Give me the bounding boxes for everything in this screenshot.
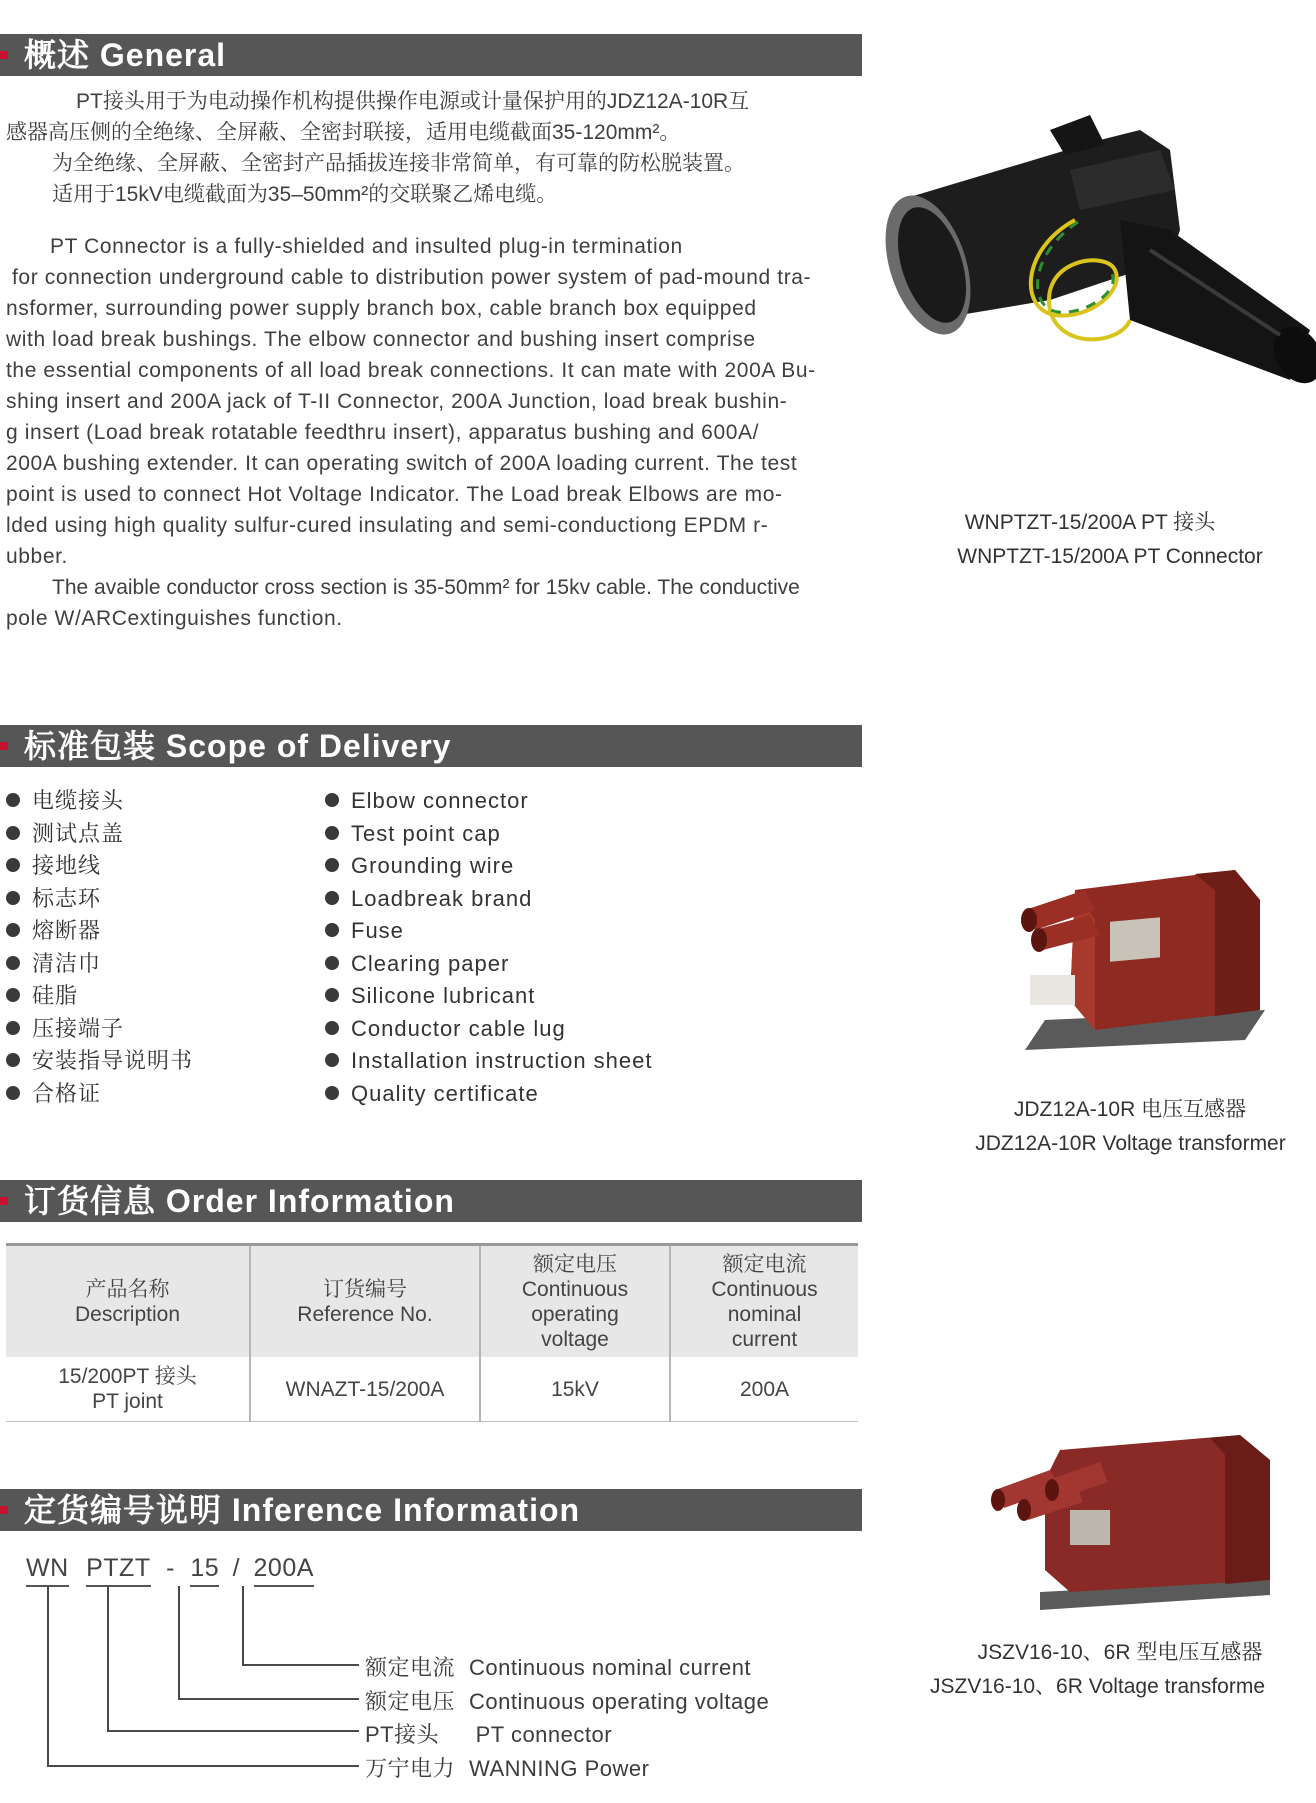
list-item: 安装指导说明书 xyxy=(6,1045,193,1078)
list-item: 压接端子 xyxy=(6,1013,193,1046)
connector-line xyxy=(242,1586,244,1665)
image-caption-cn: JSZV16-10、6R 型电压互感器 xyxy=(977,1641,1263,1664)
section-title: 订货信息 Order Information xyxy=(24,1183,455,1219)
connector-line xyxy=(107,1586,109,1731)
section-title: 概述 General xyxy=(24,37,227,73)
list-item: 合格证 xyxy=(6,1078,193,1111)
bullet-icon xyxy=(325,793,339,807)
text-line: with load break bushings. The elbow connector and bushing insert comprise xyxy=(6,328,756,351)
list-item: Elbow connector xyxy=(325,785,653,818)
list-item: Quality certificate xyxy=(325,1078,653,1111)
legend-item: 万宁电力 WANNING Power xyxy=(365,1756,650,1781)
section-header-delivery xyxy=(0,725,862,767)
bullet-icon xyxy=(6,1021,20,1035)
column-header: 额定电流 Continuous nominal current xyxy=(670,1245,858,1358)
order-table xyxy=(6,1243,858,1422)
legend-item: 额定电压 Continuous operating voltage xyxy=(365,1689,770,1714)
text-line: PT Connector is a fully-shielded and insulted plug-in termination xyxy=(50,235,683,258)
table-cell: 15kV xyxy=(480,1357,670,1422)
code-separator: / xyxy=(232,1554,241,1582)
bullet-icon xyxy=(6,956,20,970)
bullet-icon xyxy=(6,793,20,807)
text-line: nsformer, surrounding power supply branch box, cable branch box equipped xyxy=(6,297,757,320)
text-line: 感器高压侧的全绝缘、全屏蔽、全密封联接，适用电缆截面35-120mm²。 xyxy=(6,121,681,144)
connector-line xyxy=(242,1664,359,1666)
image-caption-cn: WNPTZT-15/200A PT 接头 xyxy=(964,511,1216,534)
bullet-icon xyxy=(6,1086,20,1100)
code-part: 15 xyxy=(190,1554,219,1587)
general-cn-paragraph xyxy=(6,86,862,210)
table-cell: 15/200PT 接头 PT joint xyxy=(6,1357,250,1422)
text-line: PT接头用于为电动操作机构提供操作电源或计量保护用的JDZ12A-10R互 xyxy=(76,90,750,113)
connector-line xyxy=(107,1730,359,1732)
table-row xyxy=(6,1357,858,1422)
bullet-icon xyxy=(325,1021,339,1035)
bullet-icon xyxy=(6,923,20,937)
list-item: 电缆接头 xyxy=(6,785,193,818)
section-title: 标准包装 Scope of Delivery xyxy=(24,728,452,764)
code-part: PTZT xyxy=(86,1554,151,1587)
connector-line xyxy=(47,1586,49,1766)
list-item: 熔断器 xyxy=(6,915,193,948)
reference-code xyxy=(26,1554,314,1587)
list-item: Conductor cable lug xyxy=(325,1013,653,1046)
header-accent-mark xyxy=(0,742,8,750)
list-item: 测试点盖 xyxy=(6,818,193,851)
text-line: ubber. xyxy=(6,545,68,568)
column-header: 额定电压 Continuous operating voltage xyxy=(480,1245,670,1358)
delivery-list-cn xyxy=(6,785,193,1110)
list-item: Grounding wire xyxy=(325,850,653,883)
text-line: pole W/ARCextinguishes function. xyxy=(6,607,343,630)
section-header-general xyxy=(0,34,862,76)
list-item: 接地线 xyxy=(6,850,193,883)
text-line: lded using high quality sulfur-cured insulating and semi-conductiong EPDM r- xyxy=(6,514,769,537)
legend-item: 额定电流 Continuous nominal current xyxy=(365,1655,752,1680)
bullet-icon xyxy=(325,1053,339,1067)
column-header: 订货编号 Reference No. xyxy=(250,1245,480,1358)
bullet-icon xyxy=(325,923,339,937)
list-item: 清洁巾 xyxy=(6,948,193,981)
section-header-order xyxy=(0,1180,862,1222)
bullet-icon xyxy=(325,858,339,872)
image-caption-en: JSZV16-10、6R Voltage transforme xyxy=(930,1675,1265,1698)
header-accent-mark xyxy=(0,1197,8,1205)
bullet-icon xyxy=(6,891,20,905)
list-item: 标志环 xyxy=(6,883,193,916)
bullet-icon xyxy=(325,956,339,970)
text-line: for connection underground cable to distribution power system of pad-mound tra- xyxy=(12,266,812,289)
section-header-inference xyxy=(0,1489,862,1531)
table-cell: WNAZT-15/200A xyxy=(250,1357,480,1422)
list-item: Loadbreak brand xyxy=(325,883,653,916)
table-header-row xyxy=(6,1245,858,1358)
list-item: Test point cap xyxy=(325,818,653,851)
connector-line xyxy=(178,1586,180,1699)
bullet-icon xyxy=(325,826,339,840)
voltage-transformer-image xyxy=(1015,860,1275,1060)
image-caption-cn: JDZ12A-10R 电压互感器 xyxy=(1013,1098,1247,1121)
header-accent-mark xyxy=(0,1506,8,1514)
header-accent-mark xyxy=(0,51,8,59)
connector-line xyxy=(47,1765,359,1767)
text-line: the essential components of all load break connections. It can mate with 200A Bu- xyxy=(6,359,816,382)
delivery-list-en xyxy=(325,785,653,1110)
bullet-icon xyxy=(6,858,20,872)
image-caption-en: WNPTZT-15/200A PT Connector xyxy=(957,545,1263,568)
connector-line xyxy=(178,1698,359,1700)
text-line: point is used to connect Hot Voltage Indicator. The Load break Elbows are mo- xyxy=(6,483,783,506)
list-item: Clearing paper xyxy=(325,948,653,981)
code-part: 200A xyxy=(254,1554,314,1587)
list-item: 硅脂 xyxy=(6,980,193,1013)
bullet-icon xyxy=(6,988,20,1002)
text-line: 为全绝缘、全屏蔽、全密封产品插拔连接非常简单，有可靠的防松脱装置。 xyxy=(52,152,745,175)
text-line: 适用于15kV电缆截面为35–50mm²的交联聚乙烯电缆。 xyxy=(52,183,558,206)
legend-item: PT接头 PT connector xyxy=(365,1722,613,1747)
section-title: 定货编号说明 Inference Information xyxy=(24,1492,581,1528)
column-header: 产品名称 Description xyxy=(6,1245,250,1358)
text-line: g insert (Load break rotatable feedthru insert), apparatus bushing and 600A/ xyxy=(6,421,760,444)
text-line: shing insert and 200A jack of T-II Connector, 200A Junction, load break bushin- xyxy=(6,390,788,413)
pt-connector-image xyxy=(870,110,1316,430)
text-line: The avaible conductor cross section is 35-50mm² for 15kv cable. The conductive xyxy=(52,576,800,599)
code-part: WN xyxy=(26,1554,69,1587)
general-en-paragraph xyxy=(6,231,862,634)
list-item: Fuse xyxy=(325,915,653,948)
bullet-icon xyxy=(325,988,339,1002)
list-item: Installation instruction sheet xyxy=(325,1045,653,1078)
code-separator: - xyxy=(166,1554,175,1582)
list-item: Silicone lubricant xyxy=(325,980,653,1013)
image-caption-en: JDZ12A-10R Voltage transformer xyxy=(975,1132,1286,1155)
text-line: 200A bushing extender. It can operating switch of 200A loading current. The test xyxy=(6,452,798,475)
bullet-icon xyxy=(325,1086,339,1100)
voltage-transformer-image xyxy=(990,1420,1280,1620)
table-cell: 200A xyxy=(670,1357,858,1422)
bullet-icon xyxy=(6,1053,20,1067)
bullet-icon xyxy=(325,891,339,905)
bullet-icon xyxy=(6,826,20,840)
